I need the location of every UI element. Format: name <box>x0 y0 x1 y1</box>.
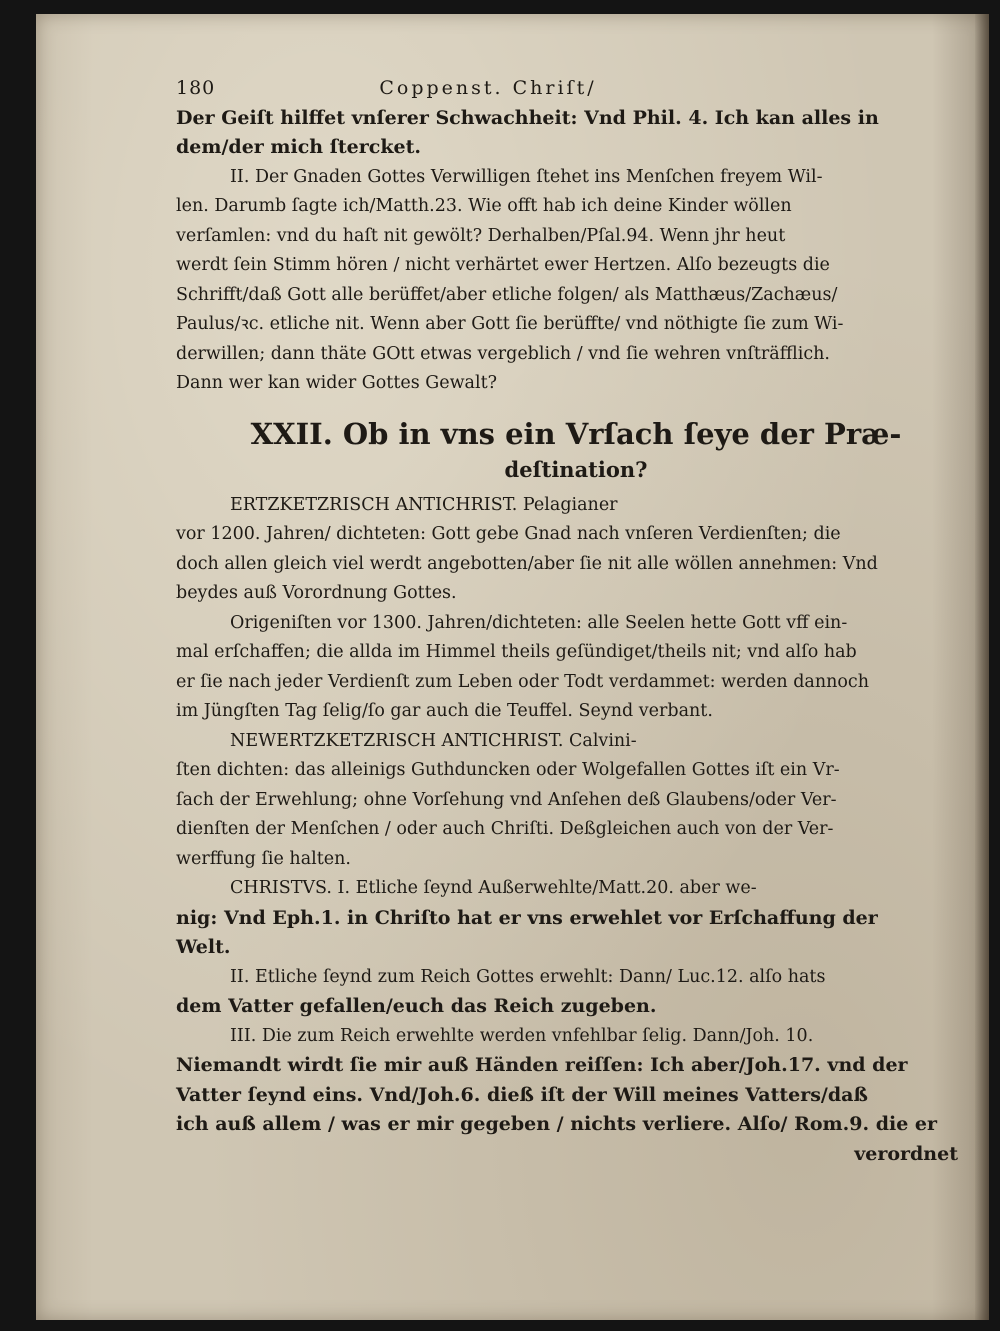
text-line: beydes auß Vorordnung Gottes. <box>176 583 457 603</box>
text-line: dienſten der Menſchen / oder auch Chriſti. Deßgleichen auch von der Ver- <box>176 819 834 839</box>
text-line: II. Der Gnaden Gottes Verwilligen ſtehet ins Menſchen freyem Wil- <box>230 166 823 187</box>
running-title: Coppenst. Chriſt/ <box>379 77 597 99</box>
text-line: III. Die zum Reich erwehlte werden vnfehlbar ſelig. Dann/Joh. 10. <box>230 1025 814 1046</box>
text-line: Schrifft/daß Gott alle berüffet/aber etliche folgen/ als Matthæus/Zachæus/ <box>176 284 838 305</box>
text-line: II. Etliche ſeynd zum Reich Gottes erwehlt: Dann/ Luc.12. alſo hats <box>230 966 826 987</box>
text-line: NEWERTZKETZRISCH ANTICHRIST. Calvini- <box>230 730 637 751</box>
text-line: nig: Vnd Eph.1. in Chriſto hat er vns erwehlet vor Erſchaffung der <box>176 906 878 929</box>
text-line: Paulus/ꝛc. etliche nit. Wenn aber Gott ſie berüffte/ vnd nöthigte ſie zum Wi- <box>176 314 844 334</box>
text-line: werffung ſie halten. <box>176 848 351 869</box>
text-line: ERTZKETZRISCH ANTICHRIST. Pelagianer <box>230 494 618 515</box>
text-line: Niemandt wirdt ſie mir auß Händen reiſſen: Ich aber/Joh.17. vnd der <box>176 1054 908 1076</box>
text-line: Origeniſten vor 1300. Jahren/dichteten: alle Seelen hette Gott vff ein- <box>230 612 848 633</box>
text-line: CHRISTVS. I. Etliche ſeynd Außerwehlte/Matt.20. aber we- <box>230 878 757 898</box>
text-line: ſten dichten: das alleinigs Guthduncken oder Wolgefallen Gottes iſt ein Vr- <box>176 760 840 780</box>
chapter-heading: XXII. Ob in vns ein Vrſach ſeye der Præ- <box>250 416 902 451</box>
text-line: doch allen gleich viel werdt angebotten/aber ſie nit alle wöllen annehmen: Vnd <box>176 553 878 574</box>
text-line: dem/der mich ſtercket. <box>176 136 421 158</box>
text-line: dem Vatter gefallen/euch das Reich zugeben. <box>176 995 657 1017</box>
catchword: verordnet <box>854 1142 958 1165</box>
chapter-heading-continued: deſtination? <box>504 456 648 482</box>
text-line: Dann wer kan wider Gottes Gewalt? <box>176 373 498 393</box>
text-line: ſach der Erwehlung; ohne Vorſehung vnd Anſehen deß Glaubens/oder Ver- <box>176 789 837 810</box>
text-line: im Jüngſten Tag ſelig/ſo gar auch die Teuffel. Seynd verbant. <box>176 701 713 721</box>
page-header <box>176 74 976 104</box>
page-text <box>176 74 976 1169</box>
text-line: mal erſchaffen; die allda im Himmel theils geſündiget/theils nit; vnd alſo hab <box>176 642 857 662</box>
text-line: derwillen; dann thäte GOtt etwas vergeblich / vnd ſie wehren vnſträfflich. <box>176 343 830 364</box>
text-line: er ſie nach jeder Verdienſt zum Leben oder Todt verdammet: werden dannoch <box>176 671 869 692</box>
page-number: 180 <box>176 77 216 99</box>
text-line: Der Geiſt hilffet vnſerer Schwachheit: Vnd Phil. 4. Ich kan alles in <box>176 106 879 129</box>
text-line: vor 1200. Jahren/ dichteten: Gott gebe Gnad nach vnſeren Verdienſten; die <box>176 524 841 544</box>
text-line: Vatter ſeynd eins. Vnd/Joh.6. dieß iſt der Will meines Vatters/daß <box>176 1083 868 1106</box>
text-line: len. Darumb ſagte ich/Matth.23. Wie offt hab ich deine Kinder wöllen <box>176 196 792 216</box>
book-page <box>36 14 989 1320</box>
text-line: verſamlen: vnd du haſt nit gewölt? Derhalben/Pſal.94. Wenn jhr heut <box>176 225 786 246</box>
text-line: ich auß allem / was er mir gegeben / nichts verliere. Alſo/ Rom.9. die er <box>176 1113 938 1135</box>
text-line: Welt. <box>176 936 231 958</box>
text-line: werdt ſein Stimm hören / nicht verhärtet ewer Hertzen. Alſo bezeugts die <box>176 255 830 275</box>
